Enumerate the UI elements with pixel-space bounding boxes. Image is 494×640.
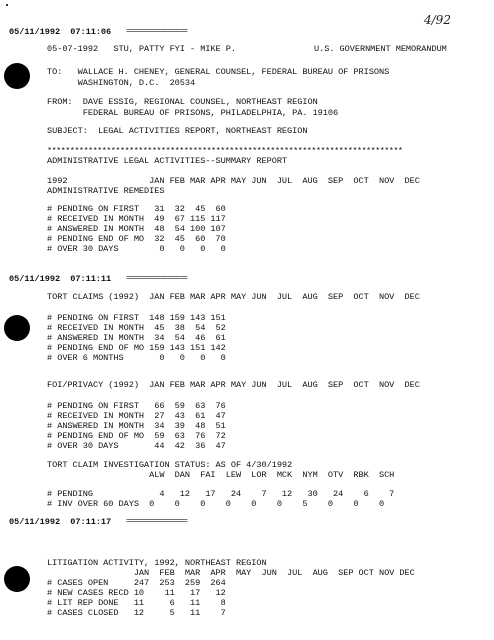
foi-row: # ANSWERED IN MONTH 34 39 48 51 bbox=[47, 421, 226, 431]
tort-row: # RECEIVED IN MONTH 45 38 54 52 bbox=[47, 323, 226, 333]
litigation-header: JAN FEB MAR APR MAY JUN JUL AUG SEP OCT NOV DEC bbox=[47, 568, 415, 578]
foi-row: # PENDING ON FIRST 66 59 63 76 bbox=[47, 401, 226, 411]
investigation-header: ALW DAN FAI LEW LOR MCK NYM OTV RBK SCH bbox=[47, 470, 395, 480]
memo-from-line2: FEDERAL BUREAU OF PRISONS, PHILADELPHIA, PA. 19106 bbox=[47, 108, 339, 118]
litigation-title: LITIGATION ACTIVITY, 1992, NORTHEAST REGION bbox=[47, 558, 267, 568]
handwritten-note: 4/92 bbox=[424, 13, 451, 27]
admin-row: # ANSWERED IN MONTH 48 54 100 107 bbox=[47, 224, 226, 234]
litigation-row: # NEW CASES RECD 10 11 17 12 bbox=[47, 588, 226, 598]
timestamp-3: 05/11/1992 07:11:17 bbox=[9, 517, 112, 527]
admin-row: # PENDING END OF MO 32 45 60 70 bbox=[47, 234, 226, 244]
tort-row: # PENDING END OF MO 159 143 151 142 bbox=[47, 343, 226, 353]
tort-row: # ANSWERED IN MONTH 34 54 46 61 bbox=[47, 333, 226, 343]
punch-hole-top bbox=[4, 63, 30, 89]
stamp-bar-2: ================ bbox=[126, 274, 187, 283]
admin-row: # OVER 30 DAYS 0 0 0 0 bbox=[47, 244, 226, 254]
stamp-bar-1: ================ bbox=[126, 27, 187, 36]
admin-row: # PENDING ON FIRST 31 32 45 60 bbox=[47, 204, 226, 214]
stamp-bar-3: ================ bbox=[126, 517, 187, 526]
punch-hole-bottom bbox=[4, 566, 30, 592]
memo-to-line1: TO: WALLACE H. CHENEY, GENERAL COUNSEL, FEDERAL BUREAU OF PRISONS bbox=[47, 67, 390, 77]
tort-row: # PENDING ON FIRST 148 159 143 151 bbox=[47, 313, 226, 323]
foi-row: # RECEIVED IN MONTH 27 43 61 47 bbox=[47, 411, 226, 421]
litigation-row: # LIT REP DONE 11 6 11 8 bbox=[47, 598, 226, 608]
tort-header: TORT CLAIMS (1992) JAN FEB MAR APR MAY JUN JUL AUG SEP OCT NOV DEC bbox=[47, 292, 420, 302]
timestamp-2: 05/11/1992 07:11:11 bbox=[9, 274, 112, 284]
memo-date-from: 05-07-1992 STU, PATTY FYI - MIKE P. bbox=[47, 44, 236, 54]
tort-row: # OVER 6 MONTHS 0 0 0 0 bbox=[47, 353, 226, 363]
investigation-row: # INV OVER 60 DAYS 0 0 0 0 0 0 5 0 0 0 bbox=[47, 499, 385, 509]
foi-row: # PENDING END OF MO 59 63 76 72 bbox=[47, 431, 226, 441]
admin-row: # RECEIVED IN MONTH 49 67 115 117 bbox=[47, 214, 226, 224]
foi-row: # OVER 30 DAYS 44 42 36 47 bbox=[47, 441, 226, 451]
memo-title: U.S. GOVERNMENT MEMORANDUM bbox=[314, 44, 447, 54]
litigation-row: # CASES OPEN 247 253 259 264 bbox=[47, 578, 226, 588]
summary-title: ADMINISTRATIVE LEGAL ACTIVITIES--SUMMARY REPORT bbox=[47, 156, 288, 166]
foi-header: FOI/PRIVACY (1992) JAN FEB MAR APR MAY JUN JUL AUG SEP OCT NOV DEC bbox=[47, 380, 420, 390]
investigation-row: # PENDING 4 12 17 24 7 12 30 24 6 7 bbox=[47, 489, 395, 499]
star-divider: ****************************************************************************** bbox=[47, 146, 403, 156]
admin-subtitle: ADMINISTRATIVE REMEDIES bbox=[47, 186, 165, 196]
investigation-title: TORT CLAIM INVESTIGATION STATUS: AS OF 4/30/1992 bbox=[47, 460, 293, 470]
scan-speck bbox=[6, 4, 8, 6]
timestamp-1: 05/11/1992 07:11:06 bbox=[9, 27, 112, 37]
punch-hole-middle bbox=[4, 315, 30, 341]
litigation-row: # CASES CLOSED 12 5 11 7 bbox=[47, 608, 226, 618]
memo-to-line2: WASHINGTON, D.C. 20534 bbox=[47, 78, 196, 88]
memo-subject: SUBJECT: LEGAL ACTIVITIES REPORT, NORTHEAST REGION bbox=[47, 126, 308, 136]
admin-header: 1992 JAN FEB MAR APR MAY JUN JUL AUG SEP OCT NOV DEC bbox=[47, 176, 420, 186]
memo-from-line1: FROM: DAVE ESSIG, REGIONAL COUNSEL, NORTHEAST REGION bbox=[47, 97, 318, 107]
